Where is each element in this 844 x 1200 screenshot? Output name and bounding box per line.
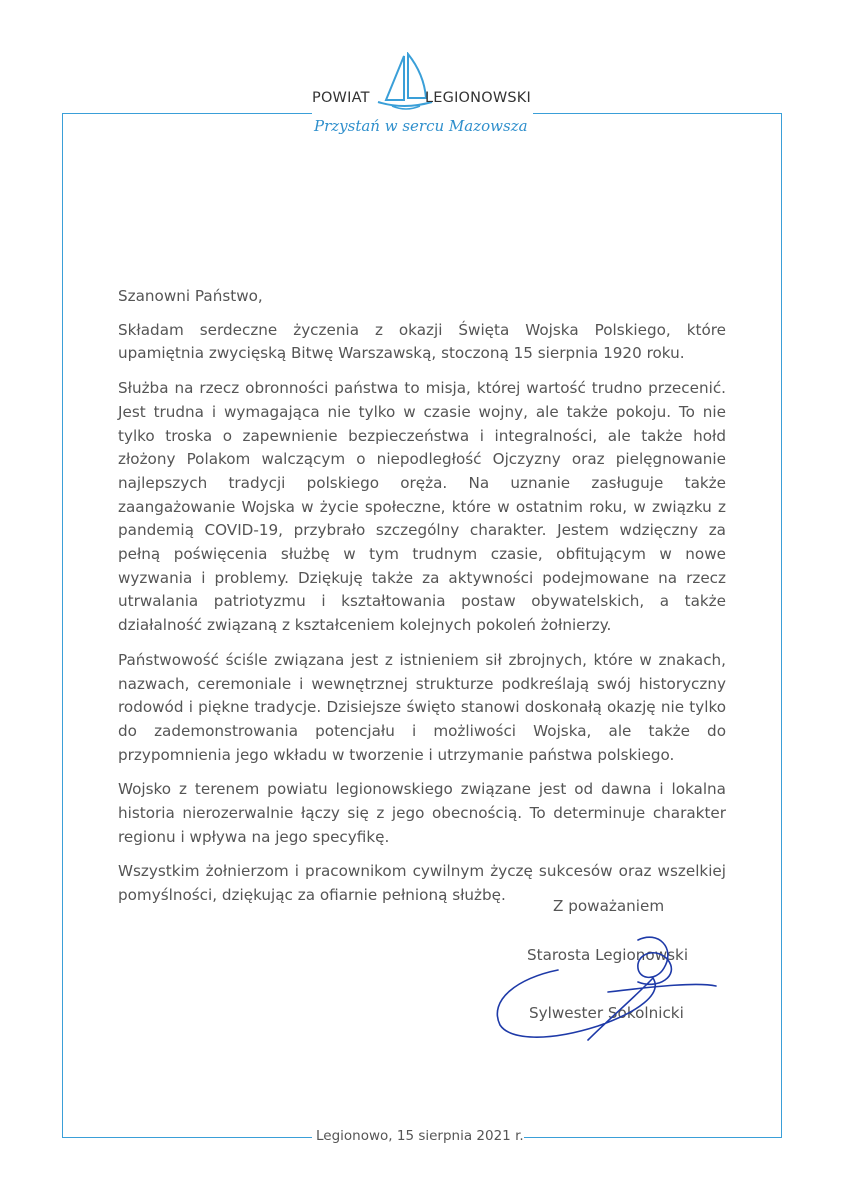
letter-paragraph-5: Wszystkim żołnierzom i pracownikom cywilnym życzę sukcesów oraz wszelkiej pomyślności, dziękując za ofiarnie pełnioną służbę. [118, 862, 726, 905]
letter-body [118, 285, 726, 919]
powiat-logo [300, 52, 540, 142]
frame-left-border [62, 113, 63, 1138]
logo-text-left: POWIAT [312, 90, 370, 106]
letter-greeting: Szanowni Państwo, [118, 287, 263, 305]
letter-paragraph-2: Służba na rzecz obronności państwa to misja, której wartość trudno przecenić. Jest trudna i wymagająca nie tylko w czasie wojny, ale także pokoju. To nie tylko troska o zapewnienie bezpieczeństwa i integralności, ale także hołd złożony Polakom walczącym o niepodległość Ojczyzny oraz pielęgnowanie najlepszych tradycji polskiego oręża. Na uznanie zasługuje także zaangażowanie Wojska w życie społeczne, które w ostatnim roku, w związku z pandemią COVID-19, przybrało szczególny charakter. Jestem wdzięczny za pełną poświęcenia służbę w tym trudnym czasie, obfitującym w nowe wyzwania i problemy. Dziękuję także za aktywności podejmowane na rzecz utrwalania patriotyzmu i kształtowania postaw obywatelskich, a także działalność związaną z kształceniem kolejnych pokoleń żołnierzy. [118, 379, 726, 635]
signer-title: Starosta Legionowski [527, 946, 689, 964]
frame-top-border-right [533, 113, 782, 114]
logo-tagline [310, 114, 540, 138]
letter-closing: Z poważaniem [553, 897, 665, 915]
footer-place-date: Legionowo, 15 sierpnia 2021 r. [316, 1128, 524, 1144]
logo-text-right: LEGIONOWSKI [425, 90, 531, 106]
frame-bottom-border-right [517, 1137, 782, 1138]
letter-paragraph-1: Składam serdeczne życzenia z okazji Święta Wojska Polskiego, które upamiętnia zwycięską Bitwę Warszawską, stoczoną 15 sierpnia 1920 roku. [118, 320, 726, 363]
handwritten-signature [488, 930, 718, 1050]
letter-paragraph-3: Państwowość ściśle związana jest z istnieniem sił zbrojnych, które w znakach, nazwach, ceremoniale i wewnętrznej strukturze podkreślają swój historyczny rodowód i piękne tradycje. Dzisiejsze święto stanowi doskonałą okazję nie tylko do zademonstrowania potencjału i możliwości Wojska, ale także do przypomnienia jego wkładu w tworzenie i utrzymanie państwa polskiego. [118, 650, 726, 764]
signer-name: Sylwester Sokolnicki [529, 1004, 684, 1022]
svg-text:Przystań w sercu Mazowsza: Przystań w sercu Mazowsza [314, 117, 528, 135]
frame-right-border [781, 113, 782, 1138]
frame-top-border-left [62, 113, 312, 114]
frame-bottom-border-left [62, 1137, 312, 1138]
letter-paragraph-4: Wojsko z terenem powiatu legionowskiego związane jest od dawna i lokalna historia nierozerwalnie łączy się z jego obecnością. To determinuje charakter regionu i wpływa na jego specyfikę. [118, 780, 726, 846]
